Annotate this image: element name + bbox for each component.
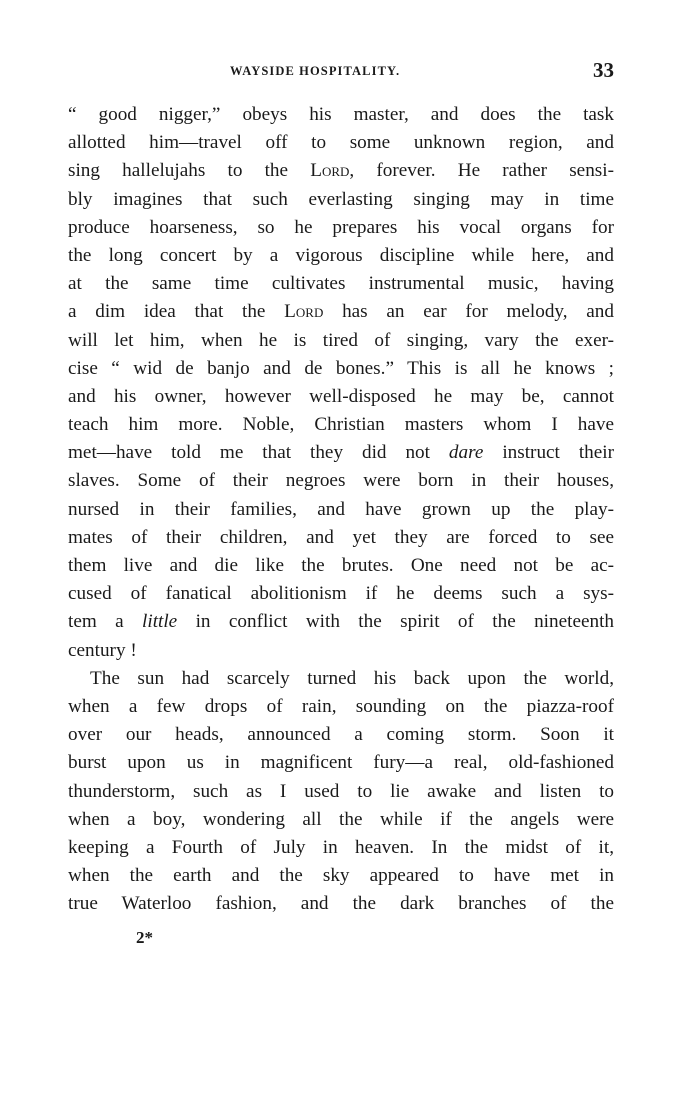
signature-mark: 2* <box>136 928 153 947</box>
body-text <box>68 101 614 918</box>
text-line-11: and his owner, however well-disposed he may be, cannot <box>68 385 614 407</box>
text-line-22: when a few drops of rain, sounding on the piazza-roof <box>68 695 614 717</box>
text-line-18: cused of fanatical abolitionism if he deems such a sys- <box>68 583 614 605</box>
text-line-8: a dim idea that the Lord has an ear for melody, and <box>68 301 614 323</box>
text-line-10: cise “ wid de banjo and de bones.” This is all he knows ; <box>68 357 614 379</box>
text-line-3: sing hallelujahs to the Lord, forever. He rather sensi- <box>68 160 614 182</box>
text-line-20: century ! <box>68 639 137 661</box>
text-line-14: slaves. Some of their negroes were born in their houses, <box>68 470 614 492</box>
text-line-27: keeping a Fourth of July in heaven. In the midst of it, <box>68 836 614 858</box>
text-line-1: “ good nigger,” obeys his master, and does the task <box>68 104 614 125</box>
text-line-25: thunderstorm, such as I used to lie awake and listen to <box>68 780 614 802</box>
text-line-17: them live and die like the brutes. One need not be ac- <box>68 555 614 576</box>
text-line-29: true Waterloo fashion, and the dark branches of the <box>68 893 614 915</box>
page-header <box>68 58 616 84</box>
text-line-21: The sun had scarcely turned his back upon the world, <box>90 667 614 689</box>
text-line-15: nursed in their families, and have grown up the play- <box>68 498 614 520</box>
text-line-4: bly imagines that such everlasting singing may in time <box>68 188 614 210</box>
text-line-24: burst upon us in magnificent fury—a real, old-fashioned <box>68 752 614 774</box>
page-number: 33 <box>593 58 614 82</box>
text-line-12: teach him more. Noble, Christian masters whom I have <box>68 414 614 436</box>
text-line-26: when a boy, wondering all the while if the angels were <box>68 808 614 830</box>
text-line-6: the long concert by a vigorous discipline while here, and <box>68 244 614 266</box>
text-line-13: met—have told me that they did not dare instruct their <box>68 442 614 464</box>
text-line-23: over our heads, announced a coming storm. Soon it <box>68 724 614 746</box>
running-head: WAYSIDE HOSPITALITY. <box>230 64 401 78</box>
text-line-2: allotted him—travel off to some unknown region, and <box>68 132 614 154</box>
text-line-5: produce hoarseness, so he prepares his vocal organs for <box>68 216 614 238</box>
text-line-28: when the earth and the sky appeared to have met in <box>68 865 614 887</box>
text-line-9: will let him, when he is tired of singing, vary the exer- <box>68 329 614 351</box>
text-line-19: tem a little in conflict with the spirit of the nineteenth <box>68 611 614 633</box>
text-line-7: at the same time cultivates instrumental music, having <box>68 273 614 295</box>
text-line-16: mates of their children, and yet they are forced to see <box>68 526 614 548</box>
